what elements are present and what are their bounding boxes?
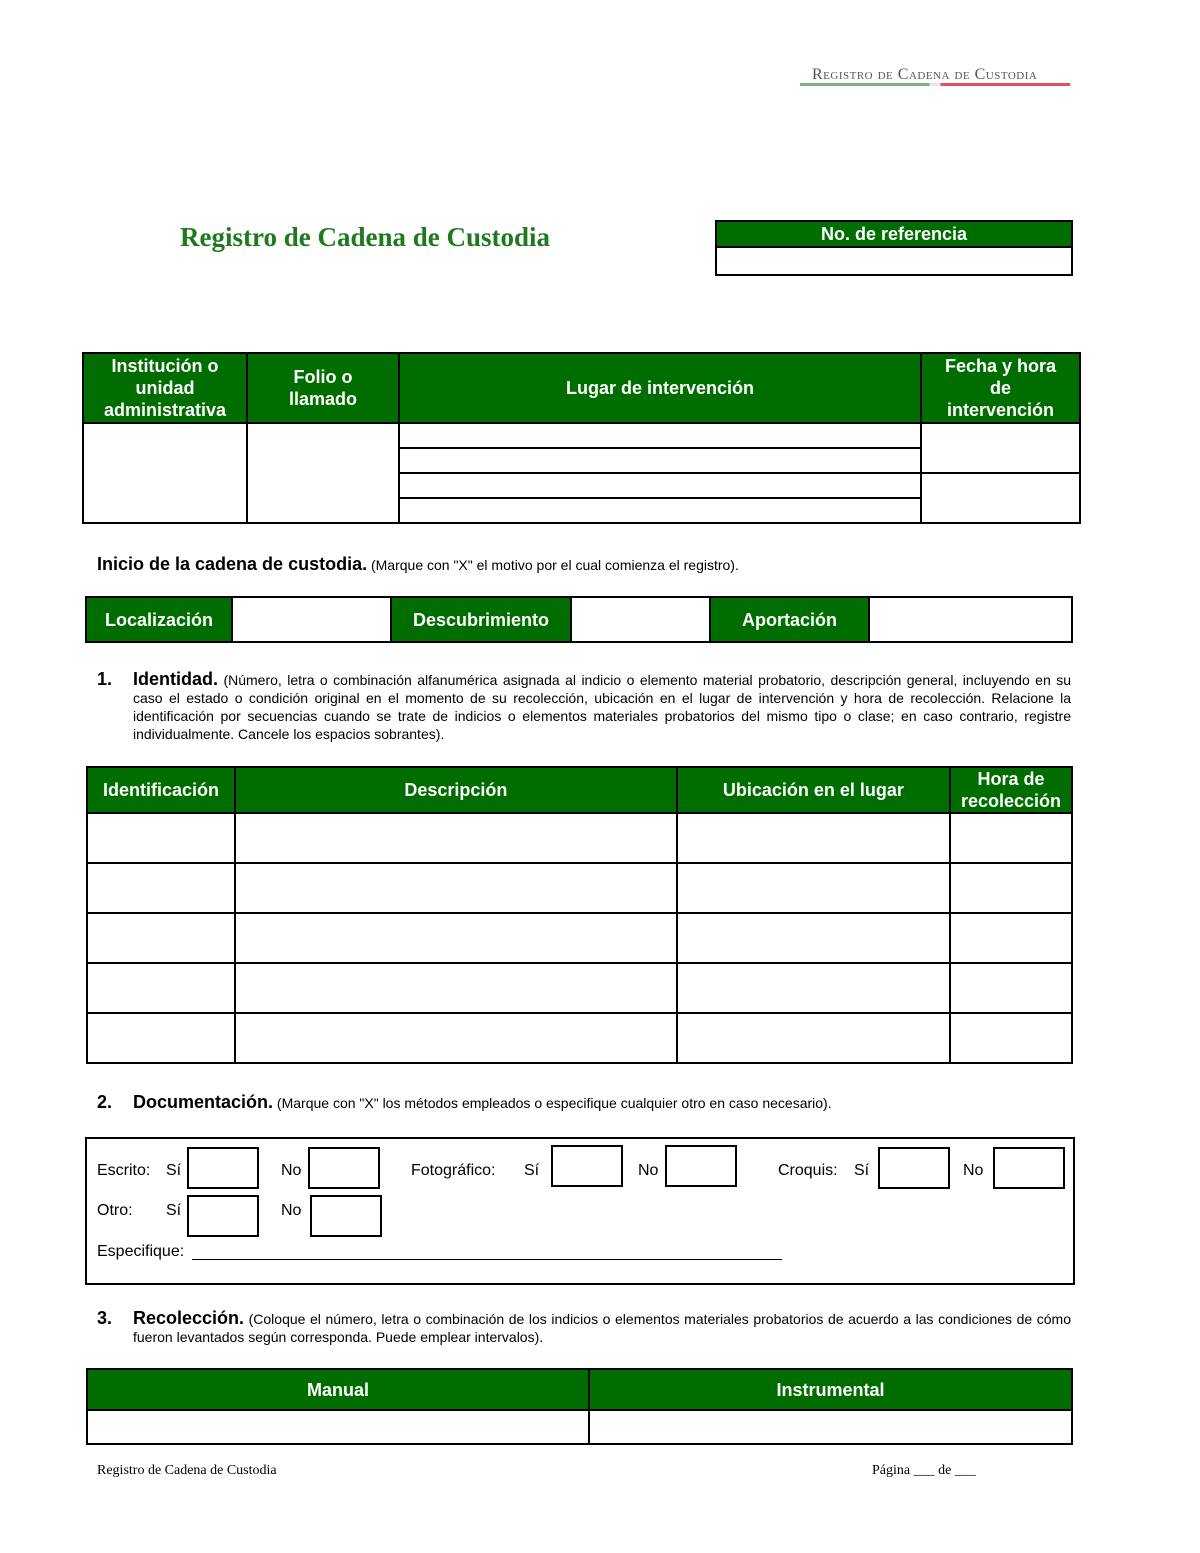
otro-no-box[interactable] xyxy=(310,1195,382,1237)
header-folio: Folio o llamado xyxy=(247,353,399,423)
cell[interactable] xyxy=(950,913,1072,963)
cell[interactable] xyxy=(87,1013,235,1063)
croquis-no-label: No xyxy=(963,1162,984,1179)
fotografico-no-box[interactable] xyxy=(665,1145,737,1187)
cell[interactable] xyxy=(677,863,950,913)
documentacion-heading: Documentación. xyxy=(133,1092,274,1112)
instrumental-cell[interactable] xyxy=(589,1410,1072,1444)
table-row xyxy=(87,813,1072,863)
cell[interactable] xyxy=(950,963,1072,1013)
fotografico-label: Fotográfico: xyxy=(411,1162,496,1179)
inicio-line xyxy=(97,554,739,575)
cell[interactable] xyxy=(87,963,235,1013)
identidad-number: 1. xyxy=(97,669,113,689)
aportacion-check[interactable] xyxy=(869,597,1072,642)
otro-label: Otro: xyxy=(97,1202,133,1219)
recoleccion-number: 3. xyxy=(97,1308,113,1328)
croquis-si-box[interactable] xyxy=(878,1147,950,1189)
identidad-heading: Identidad. xyxy=(133,669,218,689)
identidad-table xyxy=(86,766,1073,1064)
recoleccion-text: (Coloque el número, letra o combinación de los indicios o elementos materiales probatorios de acuerdo a las condiciones de cómo fueron levantados según corresponda. Puede emplear intervalos). xyxy=(133,1311,1071,1345)
header-lugar: Lugar de intervención xyxy=(399,353,921,423)
cell[interactable] xyxy=(677,813,950,863)
option-localizacion: Localización xyxy=(86,597,232,642)
documentacion-number: 2. xyxy=(97,1092,113,1112)
footer-left: Registro de Cadena de Custodia xyxy=(97,1463,277,1478)
header-underline xyxy=(800,83,1070,86)
cell[interactable] xyxy=(677,1013,950,1063)
table-row xyxy=(87,913,1072,963)
header-institution: Institución o unidad administrativa xyxy=(83,353,247,423)
otro-no-label: No xyxy=(281,1202,302,1219)
cell[interactable] xyxy=(235,813,677,863)
escrito-si-label: Sí xyxy=(166,1162,182,1179)
lugar-line[interactable] xyxy=(399,473,921,498)
lugar-line[interactable] xyxy=(399,448,921,473)
header-hora: Hora de recolección xyxy=(950,767,1072,813)
table-row xyxy=(87,963,1072,1013)
cell[interactable] xyxy=(950,863,1072,913)
identidad-text-block xyxy=(133,670,1071,743)
cell[interactable] xyxy=(677,913,950,963)
header-descripcion: Descripción xyxy=(235,767,677,813)
reference-field[interactable] xyxy=(715,246,1073,276)
cell[interactable] xyxy=(950,1013,1072,1063)
header-brand: Registro de Cadena de Custodia xyxy=(812,66,1038,83)
folio-cell[interactable] xyxy=(247,423,399,523)
option-aportacion: Aportación xyxy=(710,597,869,642)
recoleccion-heading: Recolección. xyxy=(133,1308,245,1328)
croquis-no-box[interactable] xyxy=(993,1147,1065,1189)
especifique-line[interactable] xyxy=(192,1259,782,1260)
fotografico-si-box[interactable] xyxy=(551,1145,623,1187)
cell[interactable] xyxy=(235,1013,677,1063)
otro-si-box[interactable] xyxy=(187,1195,259,1237)
table-row xyxy=(87,1013,1072,1063)
header-ubicacion: Ubicación en el lugar xyxy=(677,767,950,813)
documentacion-note: (Marque con "X" los métodos empleados o especifique cualquier otro en caso necesario). xyxy=(276,1095,832,1111)
inicio-note: (Marque con "X" el motivo por el cual comienza el registro). xyxy=(370,557,739,573)
header-identificacion: Identificación xyxy=(87,767,235,813)
cell[interactable] xyxy=(235,863,677,913)
otro-si-label: Sí xyxy=(166,1202,182,1219)
documentacion-line xyxy=(133,1093,832,1112)
croquis-label: Croquis: xyxy=(778,1162,838,1179)
cell[interactable] xyxy=(950,813,1072,863)
localizacion-check[interactable] xyxy=(232,597,391,642)
header-instrumental: Instrumental xyxy=(589,1369,1072,1410)
descubrimiento-check[interactable] xyxy=(571,597,710,642)
fecha-cell[interactable] xyxy=(921,423,1080,473)
header-manual: Manual xyxy=(87,1369,589,1410)
cell[interactable] xyxy=(87,863,235,913)
cell[interactable] xyxy=(87,813,235,863)
intervention-table xyxy=(82,352,1081,524)
reference-label: No. de referencia xyxy=(715,220,1073,248)
recoleccion-table xyxy=(86,1368,1073,1445)
table-row xyxy=(87,863,1072,913)
inicio-heading: Inicio de la cadena de custodia. xyxy=(97,554,368,574)
institution-cell[interactable] xyxy=(83,423,247,523)
croquis-si-label: Sí xyxy=(854,1162,870,1179)
escrito-si-box[interactable] xyxy=(187,1147,259,1189)
cell[interactable] xyxy=(235,963,677,1013)
cell[interactable] xyxy=(235,913,677,963)
manual-cell[interactable] xyxy=(87,1410,589,1444)
option-descubrimiento: Descubrimiento xyxy=(391,597,571,642)
fotografico-no-label: No xyxy=(638,1162,659,1179)
page-title: Registro de Cadena de Custodia xyxy=(180,222,551,252)
especifique-label: Especifique: xyxy=(97,1243,185,1260)
escrito-no-box[interactable] xyxy=(308,1147,380,1189)
footer-page: Página ___ de ___ xyxy=(872,1463,976,1478)
cell[interactable] xyxy=(677,963,950,1013)
lugar-line[interactable] xyxy=(399,423,921,448)
recoleccion-text-block xyxy=(133,1309,1071,1346)
inicio-options xyxy=(85,596,1073,643)
lugar-line[interactable] xyxy=(399,498,921,523)
escrito-label: Escrito: xyxy=(97,1162,151,1179)
header-fecha: Fecha y hora de intervención xyxy=(921,353,1080,423)
fotografico-si-label: Sí xyxy=(524,1162,540,1179)
cell[interactable] xyxy=(87,913,235,963)
hora-cell[interactable] xyxy=(921,473,1080,523)
identidad-text: (Número, letra o combinación alfanumérica asignada al indicio o elemento material probatorio, descripción general, incluyendo en su caso el estado o condición original en el momento de su recolección, ubicación en el lugar de intervención y hora de recolección. Relacione la identificación por secuencias cuando se trate de indicios o elementos materiales probatorios del mismo tipo o clase; en caso contrario, registre individualmente. Cancele los espacios sobrantes). xyxy=(133,672,1071,742)
escrito-no-label: No xyxy=(281,1162,302,1179)
